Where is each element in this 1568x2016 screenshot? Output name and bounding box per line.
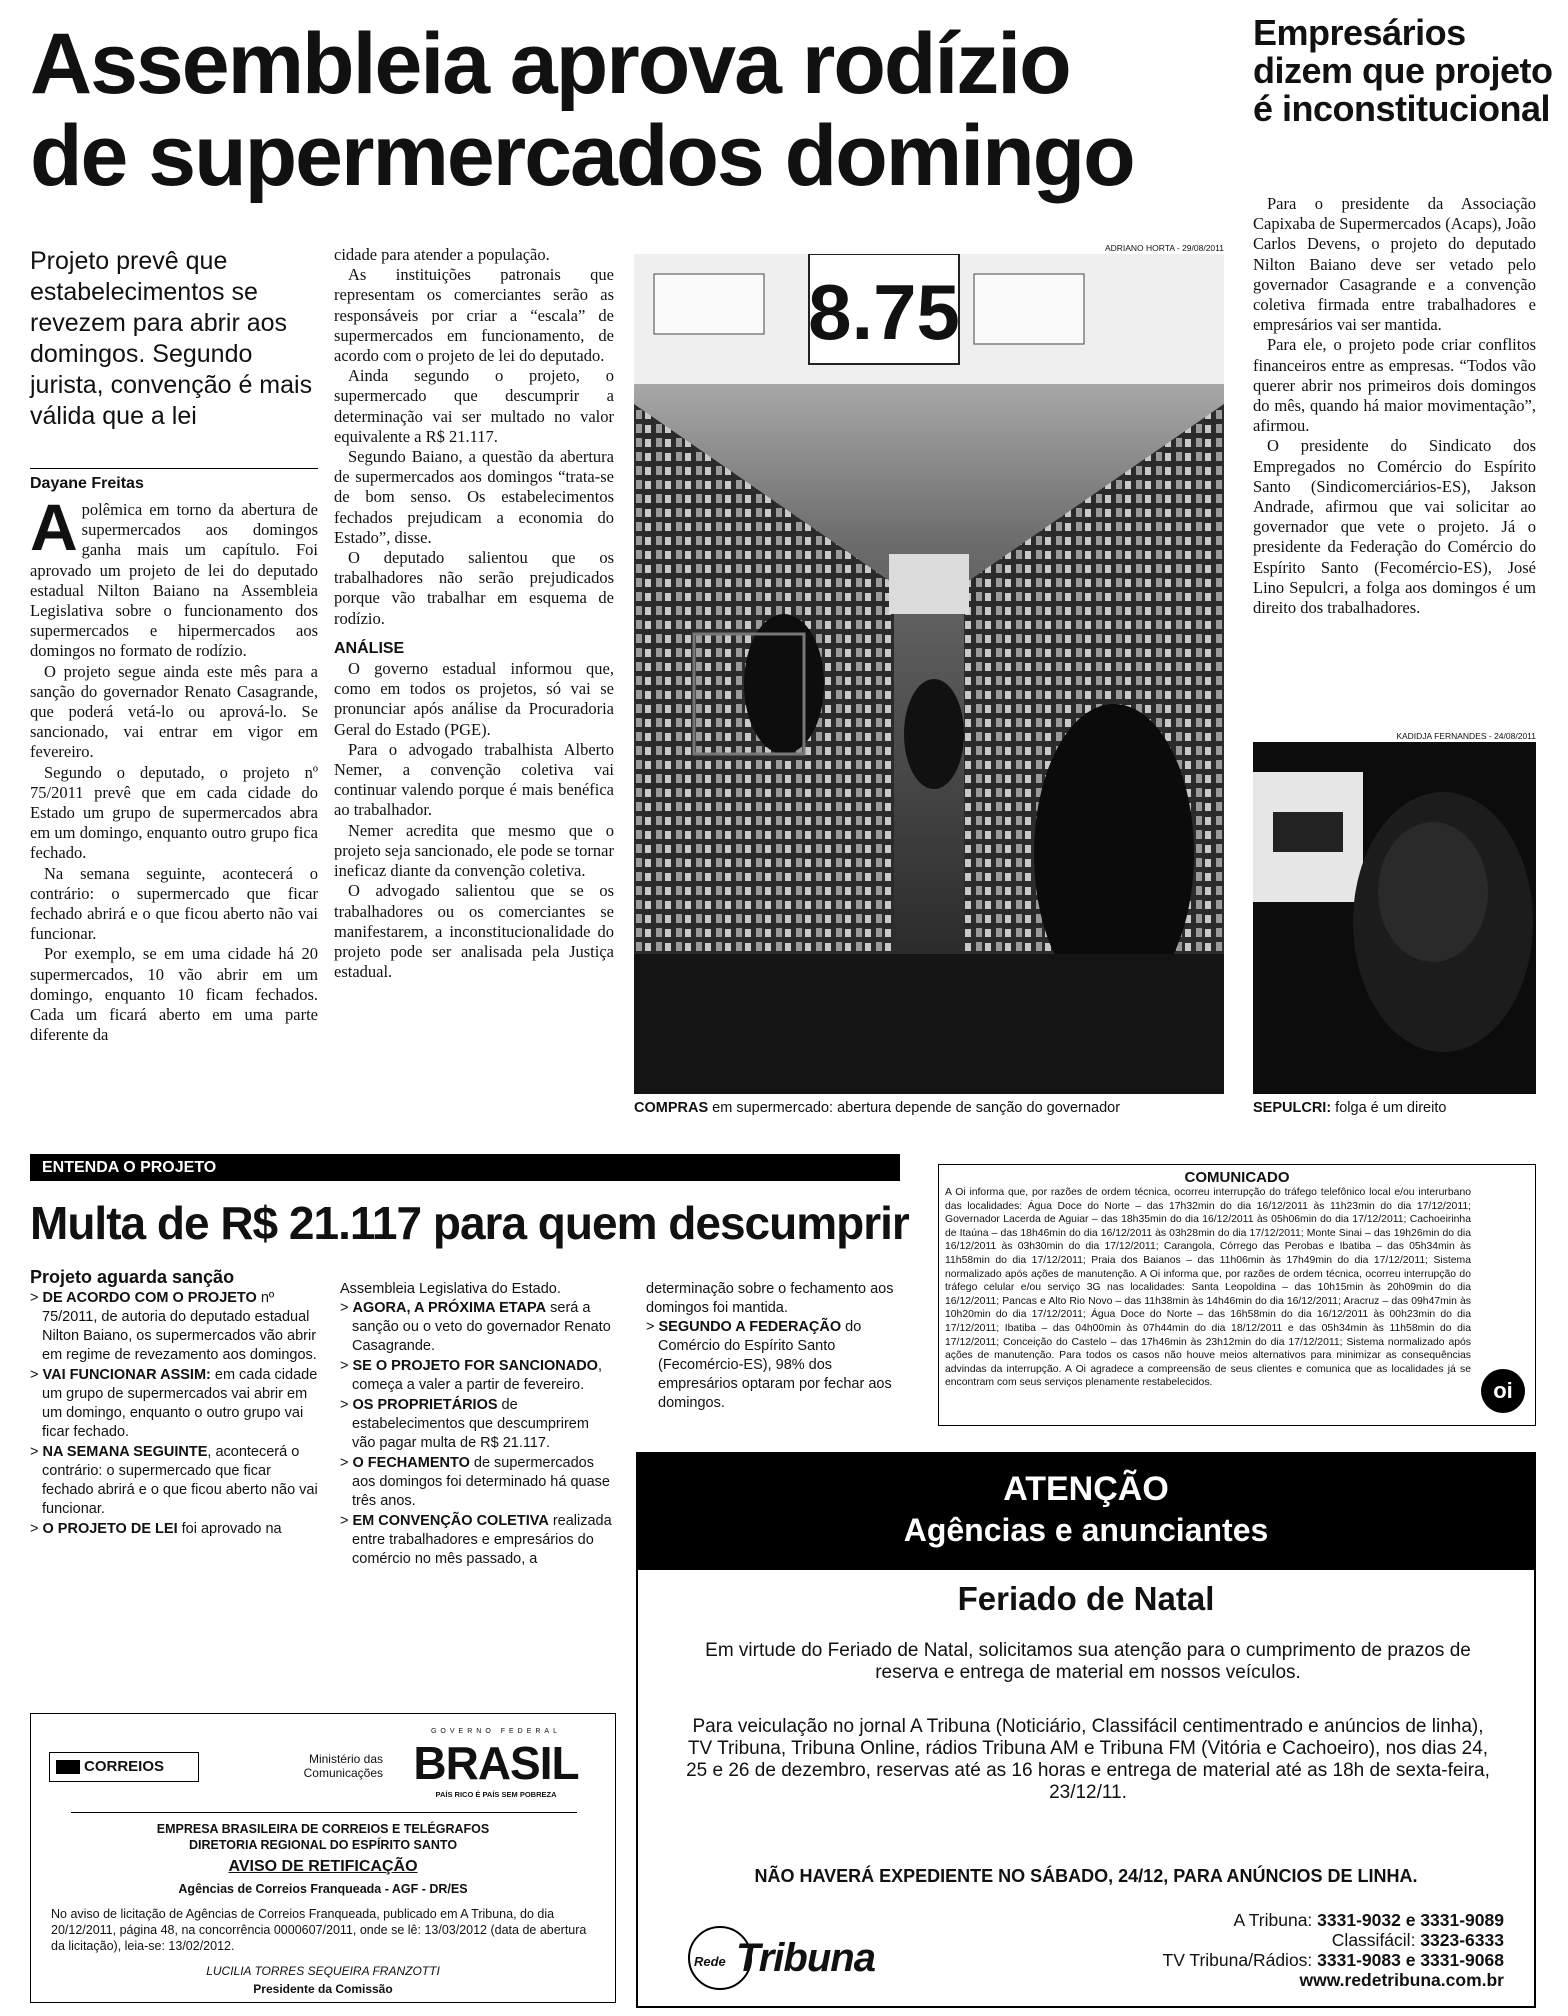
atencao-warning: NÃO HAVERÁ EXPEDIENTE NO SÁBADO, 24/12, PARA ANÚNCIOS DE LINHA.	[754, 1866, 1418, 1886]
paragraph: Por exemplo, se em uma cidade há 20 supermercados, 10 vão abrir em um domingo, enquanto 10 ficam fechados. Cada um ficará aberto em uma parte diferente da	[30, 944, 318, 1045]
correios-diretoria: DIRETORIA REGIONAL DO ESPÍRITO SANTO	[188, 1838, 458, 1852]
bullet-item: > SEGUNDO A FEDERAÇÃO do Comércio do Espírito Santo (Fecomércio-ES), 98% dos empresários optaram por fechar aos domingos.	[646, 1319, 892, 1411]
entenda-headline: Multa de R$ 21.117 para quem descumprir	[30, 1197, 909, 1249]
paragraph: O advogado salientou que se os trabalhadores ou os comerciantes se manifestarem, a inconstitucionalidade do projeto pode ser analisada pela Justiça estadual.	[334, 881, 614, 982]
sidebar-headline: Empresários dizem que projeto é inconstitucional	[1253, 12, 1553, 129]
paragraph: Ainda segundo o projeto, o supermercado que descumprir a determinação vai ser multado no valor equivalente a R$ 21.117.	[334, 366, 614, 446]
bullet-item: > NA SEMANA SEGUINTE, acontecerá o contrário: o supermercado que ficar fechado abrirá e o que ficou aberto não vai funcionar.	[30, 1444, 318, 1517]
bullet-item: > AGORA, A PRÓXIMA ETAPA será a sanção ou o veto do governador Renato Casagrande.	[340, 1300, 611, 1354]
caption-lead: SEPULCRI:	[1253, 1100, 1332, 1116]
correios-logo: CORREIOS	[49, 1752, 199, 1782]
article-deck: Projeto prevê que estabelecimentos se revezem para abrir aos domingos. Segundo jurista, convenção é mais válida que a lei	[30, 247, 313, 430]
paragraph: O presidente do Sindicato dos Empregados no Comércio do Espírito Santo (Sindicomerciários-ES), Jakson Andrade, afirmou que vai solicitar ao governador que vete o projeto. Já o presidente da Federação do Comércio do Espírito Santo (Fecomércio-ES), José Lino Sepulcri, a folga aos domingos é um direito dos trabalhadores.	[1253, 436, 1536, 618]
paragraph: O projeto segue ainda este mês para a sanção do governador Renato Casagrande, que poderá vetá-lo ou aprová-lo. Se sancionado, vai entrar em vigor em fevereiro.	[30, 661, 318, 762]
paragraph: Apolêmica em torno da abertura de supermercados aos domingos ganha mais um capítulo. Foi aprovado um projeto de lei do deputado estadual Nilton Baiano na Assembleia Legislativa sobre o funcionamento dos supermercados e hipermercados aos domingos no formato de rodízio.	[30, 490, 318, 661]
correios-aviso: AVISO DE RETIFICAÇÃO	[228, 1858, 418, 1875]
atencao-header	[638, 1454, 1534, 1570]
entenda-column-3	[646, 1280, 908, 1414]
photo-credit: ADRIANO HORTA - 29/08/2011	[1104, 243, 1224, 253]
photo-caption	[634, 1100, 1234, 1116]
paragraph: O governo estadual informou que, como em todos os projetos, só vai se pronunciar após análise da Procuradoria Geral do Estado (PGE).	[334, 659, 614, 739]
correios-role: Presidente da Comissão	[253, 1982, 393, 1996]
entenda-column-2	[340, 1280, 612, 1570]
oi-logo-icon: oi	[1481, 1369, 1525, 1413]
correios-signer: LUCILIA TORRES SEQUEIRA FRANZOTTI	[206, 1964, 440, 1978]
bullet-item: > O PROJETO DE LEI foi aprovado na	[30, 1521, 282, 1537]
headline-line-2: de supermercados domingo	[30, 108, 1134, 204]
caption-text: folga é um direito	[1331, 1100, 1447, 1116]
logo-rede-text: Rede	[694, 1954, 726, 1969]
paragraph: Para o advogado trabalhista Alberto Nemer, a convenção coletiva vai continuar valendo porque é mais benéfica ao trabalhador.	[334, 739, 614, 820]
article-column-2	[334, 245, 614, 982]
byline: Dayane Freitas	[30, 468, 318, 493]
atencao-contacts	[1163, 1910, 1505, 1990]
paragraph: Segundo Baiano, a questão da abertura de supermercados aos domingos “trata-se de bom senso. Os estabelecimentos fechados prejudicam a economia do Estado”, disse.	[334, 447, 614, 547]
sidebar-photo-credit: KADIDJA FERNANDES - 24/08/2011	[1396, 731, 1536, 741]
article-headline	[30, 18, 1230, 202]
sepulcri-photo	[1253, 742, 1536, 1094]
continuation-text: Assembleia Legislativa do Estado.	[340, 1281, 561, 1297]
logo-tribuna-text: Tribuna	[736, 1936, 875, 1980]
paragraph: As instituições patronais que representam os comerciantes serão as responsáveis por criar a “escala” de supermercados em funcionamento, de acordo com o projeto de lei do deputado.	[334, 265, 614, 366]
atencao-paragraph-1: Em virtude do Feriado de Natal, solicitamos sua atenção para o cumprimento de prazos de reserva e entrega de material em nossos veículos.	[705, 1640, 1471, 1683]
correios-notice	[30, 1713, 616, 2003]
bullet-item: > EM CONVENÇÃO COLETIVA realizada entre trabalhadores e empresários do comércio no mês passado, a	[340, 1513, 612, 1567]
atencao-title: ATENÇÃO	[1003, 1470, 1169, 1508]
comunicado-title: COMUNICADO	[1184, 1169, 1290, 1186]
atencao-subtitle: Agências e anunciantes	[903, 1512, 1269, 1548]
contact-line: TV Tribuna/Rádios: 3331-9083 e 3331-9068	[1162, 1950, 1504, 1970]
contact-line: Classifácil: 3323-6333	[1331, 1930, 1504, 1950]
paragraph: Segundo o deputado, o projeto nº 75/2011 prevê que em cada cidade do Estado um grupo de supermercados abra em um domingo, enquanto outro grupo fica fechado.	[30, 762, 318, 863]
entenda-subtitle: Projeto aguarda sanção	[30, 1267, 235, 1287]
entenda-column-1	[30, 1268, 318, 1540]
gov-federal-label: GOVERNO FEDERAL	[430, 1728, 561, 1735]
contact-line: A Tribuna: 3331-9032 e 3331-9089	[1233, 1910, 1504, 1930]
comunicado-ad	[938, 1164, 1536, 1426]
bullet-item: > DE ACORDO COM O PROJETO nº 75/2011, de autoria do deputado estadual Nilton Baiano, os supermercados vão abrir em regime de revezamento aos domingos.	[30, 1290, 317, 1363]
caption-text: em supermercado: abertura depende de sanção do governador	[708, 1100, 1121, 1116]
bullet-item: > VAI FUNCIONAR ASSIM: em cada cidade um grupo de supermercados vai abrir em um domingo, enquanto o outro grupo vai ficar fechado.	[30, 1367, 318, 1440]
bullet-item: > OS PROPRIETÁRIOS de estabelecimentos que descumprirem vão pagar multa de R$ 21.117.	[340, 1397, 589, 1451]
paragraph: Para ele, o projeto pode criar conflitos financeiros entre as empresas. “Todos vão querer abrir nos primeiros dois domingos do mês, quando há maior movimentação”, afirmou.	[1253, 335, 1536, 436]
correios-logo-icon	[56, 1760, 80, 1774]
paragraph: Na semana seguinte, acontecerá o contrário: o supermercado que ficar fechado abrirá e o que ficou aberto não vai funcionar.	[30, 863, 318, 944]
ministerio-label: Ministério das Comunicações	[303, 1752, 383, 1780]
section-bar: ENTENDA O PROJETO	[30, 1154, 900, 1181]
sidebar-column	[1253, 194, 1536, 618]
atencao-paragraph-2: Para veiculação no jornal A Tribuna (Noticiário, Classifácil centimentrado e anúncios de linha), TV Tribuna, Tribuna Online, rádios Tribuna AM e Tribuna FM (Vitória e Cachoeiro), nos dias 24, 25 e 26 de dezembro, reservas até as 16 horas e entrega de material até as 18h de sexta-feira, 23/12/11.	[686, 1716, 1490, 1803]
article-column-1	[30, 490, 318, 1045]
correios-text: No aviso de licitação de Agências de Correios Franqueada, publicado em A Tribuna, do dia 20/12/2011, página 48, na concorrência 0000607/2011, onde se lê: 13/03/2012 (data de abertura da licitação), leia-se: 13/02/2012.	[51, 1907, 587, 1953]
continuation-text: determinação sobre o fechamento aos domingos foi mantida.	[646, 1281, 894, 1316]
headline-line-1: Assembleia aprova rodízio	[30, 16, 1070, 112]
paragraph: O deputado salientou que os trabalhadores não serão prejudicados porque vão trabalhar em esquema de rodízio.	[334, 548, 614, 628]
sidebar-caption	[1253, 1100, 1536, 1116]
sepulcri-photo-image	[1253, 742, 1536, 1094]
correios-empresa: EMPRESA BRASILEIRA DE CORREIOS E TELÉGRAFOS	[156, 1822, 490, 1836]
atencao-ad	[636, 1452, 1536, 2008]
paragraph: Nemer acredita que mesmo que o projeto seja sancionado, ele pode se tornar ineficaz diante da convenção coletiva.	[334, 820, 614, 881]
paragraph: cidade para atender a população.	[334, 245, 550, 264]
rede-tribuna-logo	[678, 1924, 918, 1994]
caption-lead: COMPRAS	[634, 1100, 709, 1116]
comunicado-text: A Oi informa que, por razões de ordem técnica, ocorreu interrupção do tráfego telefônico local e/ou interurbano das localidades: Água Doce do Norte – das 17h32min do dia 16/12/2011 às 11h23min do dia 17/12/2011; Governador Lacerda de Aguiar – das 18h35min do dia 16/12/2011 às 05h06min do dia 17/12/2011; Cachoeirinha de Itaúna – das 18h46min do dia 16/12/2011 às 03h28min do dia 17/12/2011; Monte Sinai – das 19h26min do dia 16/12/2011 às 03h30min do dia 17/12/2011; Carangola, Córrego das Perobas e Ibatiba – das 05h34min às 11h58min do dia 17/12/2011; Praia dos Baianos – das 11h06min às 17h49min do dia 17/12/2011; Sistema normalizado após ações de manutenção. A Oi informa que, por razões de ordem técnica, ocorreu interrupção do tráfego celular e/ou serviço 3G nas localidades: Santa Leopoldina – das 10h15min às 20h09min do dia 16/12/2011; Pancas e Alto Rio Novo – das 11h38min às 14h46min do dia 16/12/2011; Aracruz – das 09h47min às 10h20min do dia 17/12/2011; Água Doce do Norte – das 16h58min do dia 16/12/2011 às 00h23min do dia 17/12/2011; Ibatiba – das 04h00min às 07h44min do dia 18/12/2011 e das 05h34min às 11h58min do dia 17/12/2011; Conceição do Castelo – das 17h46min às 23h12min do dia 17/12/2011; Sistema normalizado após ações de manutenção. Para todos os casos não houve meios alternativos para minimizar as consequências advindas da interrupção. A Oi agradece a compreensão de seus clientes e comunica que as localidades já se encontram com seus serviços plenamente restabelecidos.	[945, 1187, 1471, 1389]
bullet-item: > SE O PROJETO FOR SANCIONADO, começa a valer a partir de fevereiro.	[340, 1358, 602, 1393]
subhead-analise: ANÁLISE	[334, 639, 405, 657]
correios-agencias: Agências de Correios Franqueada - AGF - DR/ES	[178, 1882, 468, 1896]
paragraph: Para o presidente da Associação Capixaba de Supermercados (Acaps), João Carlos Devens, o projeto do deputado Nilton Baiano deve ser vetado pelo governador Casagrande e a convenção coletiva firmada entre trabalhadores e empresários vai ser mantida.	[1253, 194, 1536, 335]
bullet-item: > O FECHAMENTO de supermercados aos domingos foi determinado há quase três anos.	[340, 1455, 610, 1509]
feriado-title: Feriado de Natal	[957, 1580, 1215, 1617]
supermarket-photo	[634, 254, 1224, 1094]
brasil-tagline: PAÍS RICO É PAÍS SEM POBREZA	[435, 1790, 557, 1799]
brasil-logo: BRASIL	[413, 1737, 579, 1789]
divider	[71, 1812, 577, 1813]
supermarket-photo-image	[634, 254, 1224, 1094]
website-link[interactable]: www.redetribuna.com.br	[1299, 1970, 1504, 1990]
price-sign: 8.75	[808, 268, 960, 356]
